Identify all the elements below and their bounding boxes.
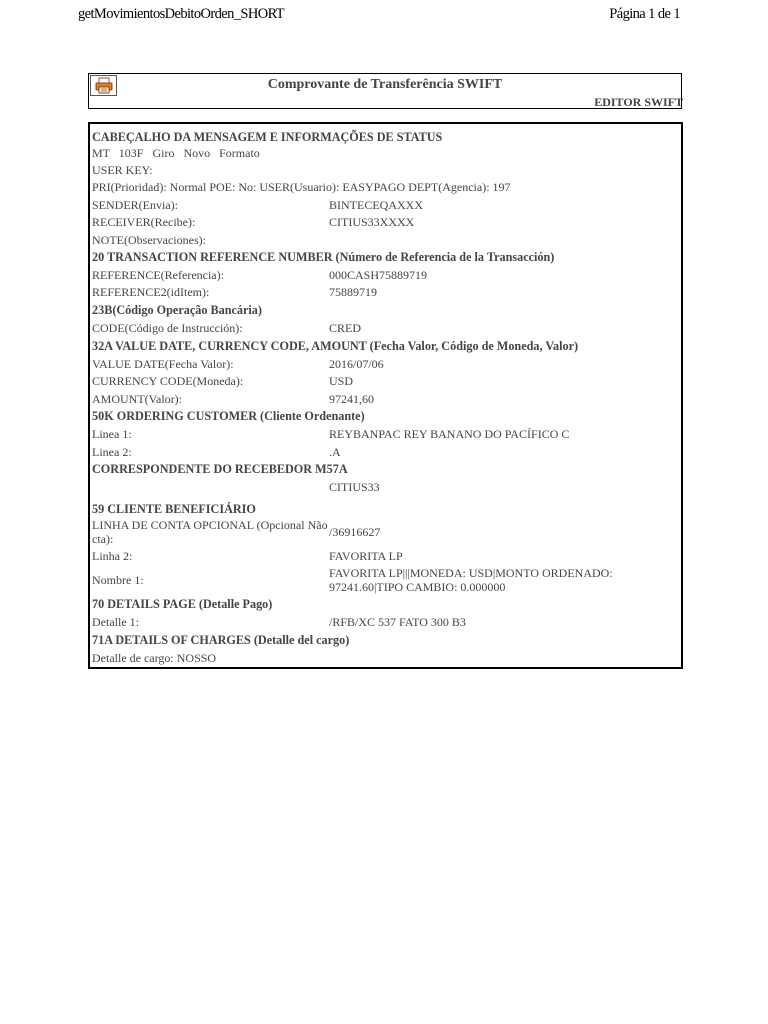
section-heading: [92, 407, 680, 425]
detalle1-row: [92, 613, 680, 631]
linha-conta-row: [92, 516, 680, 547]
linea2-row: [92, 443, 680, 460]
linha2-row: [92, 547, 680, 565]
currency-value: USD: [329, 374, 354, 388]
document-name: getMovimientosDebitoOrden_SHORT: [78, 6, 285, 22]
receipt-title-box: [88, 73, 682, 109]
receipt-title: Comprovante de Transferência SWIFT: [267, 77, 503, 92]
note-row: [92, 231, 680, 248]
priority-row: [92, 178, 680, 196]
section-70-title: 70 DETAILS PAGE (Detalle Pago): [92, 597, 273, 611]
priority-text: PRI(Prioridad): Normal POE: No: USER(Usuario): EASYPAGO DEPT(Agencia): 197: [92, 180, 511, 194]
page-number: Página 1 de 1: [609, 6, 680, 22]
nombre1-value: FAVORITA LP|||MONEDA: USD|MONTO ORDENADO: 97241.60|TIPO CAMBIO: 0.000000: [329, 566, 613, 594]
reference-value: 000CASH75889719: [329, 267, 428, 282]
code-row: [92, 319, 680, 337]
reference-label: REFERENCE(Referencia):: [92, 267, 224, 282]
correspondent-row: [92, 478, 680, 496]
swift-message-panel: [88, 122, 683, 669]
header-section-title: CABEÇALHO DA MENSAGEM E INFORMAÇÕES DE STATUS: [92, 130, 443, 144]
sender-row: [92, 196, 680, 213]
linha-conta-value: /36916627: [329, 524, 381, 539]
section-heading: [92, 496, 680, 516]
linha2-value: FAVORITA LP: [329, 549, 403, 563]
detalle1-label: Detalle 1:: [92, 615, 139, 629]
section-heading: [92, 460, 680, 478]
linea1-row: [92, 425, 680, 443]
mt-line-text: MT 103F Giro Novo Formato: [92, 145, 260, 160]
detalle1-value: /RFB/XC 537 FATO 300 B3: [329, 615, 466, 629]
code-label: CODE(Código de Instrucción):: [92, 321, 243, 335]
user-key-label: USER KEY:: [92, 162, 153, 177]
editor-label: EDITOR SWIFT: [594, 95, 683, 109]
section-heading: [92, 126, 680, 144]
linea2-value: .A: [329, 444, 341, 459]
section-heading: [92, 631, 680, 649]
reference2-value: 75889719: [329, 285, 377, 299]
section-heading: [92, 337, 680, 355]
page-header: [78, 6, 680, 26]
section-heading: [92, 248, 680, 266]
receiver-row: [92, 213, 680, 231]
sender-label: SENDER(Envia):: [92, 197, 178, 212]
value-date-label: VALUE DATE(Fecha Valor):: [92, 356, 234, 371]
swift-message-table: [92, 126, 680, 666]
section-50k-title: 50K ORDERING CUSTOMER (Cliente Ordenante): [92, 409, 365, 423]
nombre1-row: [92, 565, 680, 595]
currency-row: [92, 372, 680, 390]
amount-value: 97241,60: [329, 391, 374, 406]
reference2-row: [92, 283, 680, 301]
section-heading: [92, 595, 680, 613]
mt-line: [92, 144, 680, 161]
section-23b-title: 23B(Código Operação Bancária): [92, 303, 262, 317]
section-57a-title: CORRESPONDENTE DO RECEBEDOR M57A: [92, 462, 348, 476]
detalle-cargo-text: Detalle de cargo: NOSSO: [92, 650, 217, 665]
sender-value: BINTECEQAXXX: [329, 197, 423, 212]
code-value: CRED: [329, 321, 362, 335]
linha2-label: Linha 2:: [92, 549, 133, 563]
receiver-value: CITIUS33XXXX: [329, 215, 415, 229]
section-59-title: 59 CLIENTE BENEFICIÁRIO: [92, 502, 256, 516]
receiver-label: RECEIVER(Recibe):: [92, 215, 196, 229]
linea2-label: Linea 2:: [92, 444, 132, 459]
linea1-value: REYBANPAC REY BANANO DO PACÍFICO C: [329, 427, 570, 441]
section-heading: [92, 301, 680, 319]
amount-row: [92, 390, 680, 407]
amount-label: AMOUNT(Valor):: [92, 391, 182, 406]
user-key-row: [92, 161, 680, 178]
nombre1-label: Nombre 1:: [92, 573, 144, 587]
section-71a-title: 71A DETAILS OF CHARGES (Detalle del cargo): [92, 633, 350, 647]
linha-conta-label: LINHA DE CONTA OPCIONAL (Opcional Não cta):: [92, 517, 328, 546]
reference2-label: REFERENCE2(idItem):: [92, 285, 210, 299]
linea1-label: Linea 1:: [92, 427, 132, 441]
section-20-title: 20 TRANSACTION REFERENCE NUMBER (Número de Referencia de la Transacción): [92, 250, 555, 264]
value-date-row: [92, 355, 680, 372]
note-label: NOTE(Observaciones):: [92, 232, 206, 247]
value-date-value: 2016/07/06: [329, 356, 384, 371]
correspondent-value: CITIUS33: [329, 480, 380, 494]
currency-label: CURRENCY CODE(Moneda):: [92, 374, 244, 388]
reference-row: [92, 266, 680, 283]
section-32a-title: 32A VALUE DATE, CURRENCY CODE, AMOUNT (Fecha Valor, Código de Moneda, Valor): [92, 339, 579, 353]
detalle-cargo-row: [92, 649, 680, 666]
